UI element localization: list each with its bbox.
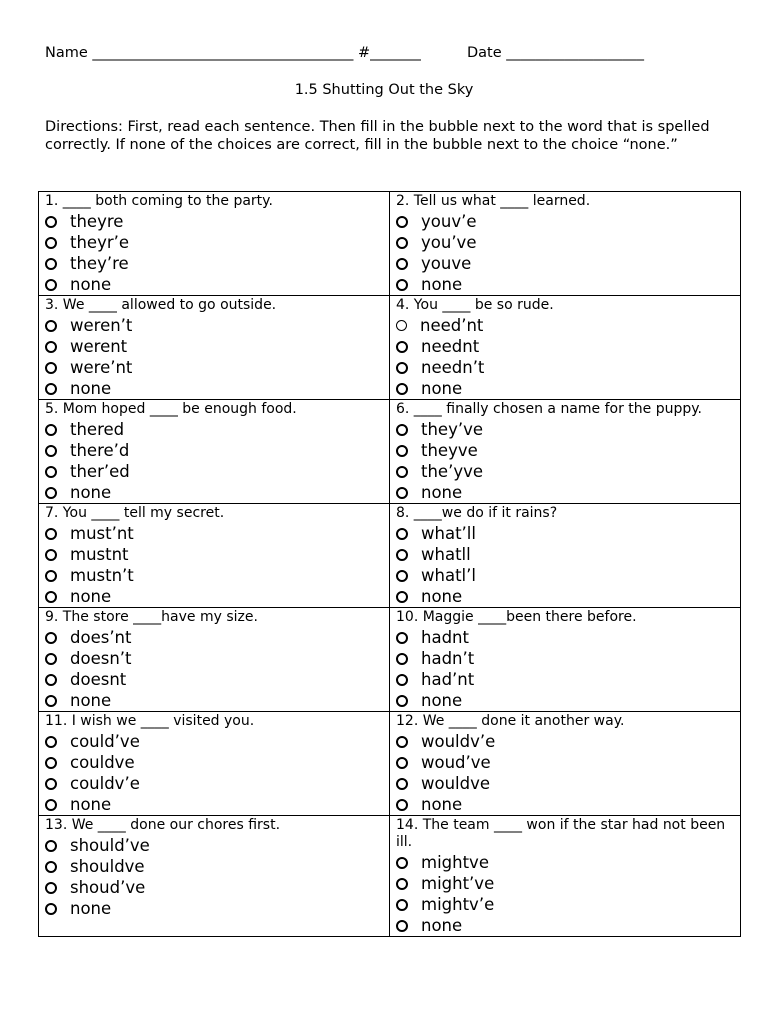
bubble-icon[interactable] bbox=[45, 757, 57, 769]
bubble-icon[interactable] bbox=[396, 695, 408, 707]
option-label: might’ve bbox=[421, 874, 495, 893]
option-label: none bbox=[70, 275, 112, 294]
answer-option[interactable] bbox=[45, 357, 389, 378]
answer-option[interactable] bbox=[396, 253, 740, 274]
bubble-icon[interactable] bbox=[396, 757, 408, 769]
quiz-row bbox=[39, 712, 741, 816]
bubble-icon[interactable] bbox=[45, 279, 57, 291]
question-cell-1 bbox=[39, 192, 390, 296]
answer-option[interactable] bbox=[396, 336, 740, 357]
quiz-row bbox=[39, 192, 741, 296]
bubble-icon[interactable] bbox=[396, 878, 408, 890]
question-prompt: 6. ____ finally chosen a name for the puppy. bbox=[396, 401, 702, 417]
option-label: shouldve bbox=[70, 857, 145, 876]
answer-option[interactable] bbox=[45, 274, 389, 295]
bubble-icon[interactable] bbox=[396, 899, 408, 911]
bubble-icon[interactable] bbox=[45, 903, 57, 915]
question-prompt: 7. You ____ tell my secret. bbox=[45, 505, 225, 521]
question-cell-7 bbox=[39, 504, 390, 608]
answer-option[interactable] bbox=[396, 232, 740, 253]
bubble-icon[interactable] bbox=[396, 216, 408, 228]
bubble-icon[interactable] bbox=[396, 362, 408, 374]
option-label: need’nt bbox=[420, 316, 484, 335]
bubble-icon[interactable] bbox=[396, 445, 408, 457]
quiz-row bbox=[39, 816, 741, 937]
option-label: none bbox=[70, 899, 112, 918]
bubble-icon[interactable] bbox=[396, 632, 408, 644]
option-label: couldve bbox=[70, 753, 135, 772]
bubble-icon[interactable] bbox=[45, 695, 57, 707]
bubble-icon[interactable] bbox=[45, 861, 57, 873]
option-label: mightv’e bbox=[421, 895, 495, 914]
answer-option[interactable] bbox=[396, 461, 740, 482]
answer-option[interactable] bbox=[45, 565, 389, 586]
option-label: none bbox=[421, 916, 463, 935]
question-cell-9 bbox=[39, 608, 390, 712]
bubble-icon[interactable] bbox=[396, 591, 408, 603]
bubble-icon[interactable] bbox=[396, 424, 408, 436]
answer-option[interactable] bbox=[45, 378, 389, 399]
bubble-icon[interactable] bbox=[396, 383, 408, 395]
answer-option[interactable] bbox=[396, 315, 740, 336]
option-label: could’ve bbox=[70, 732, 140, 751]
bubble-icon[interactable] bbox=[396, 258, 408, 270]
answer-option[interactable] bbox=[45, 835, 389, 856]
answer-option[interactable] bbox=[396, 544, 740, 565]
option-label: doesn’t bbox=[70, 649, 132, 668]
answer-option[interactable] bbox=[45, 856, 389, 877]
bubble-icon[interactable] bbox=[396, 570, 408, 582]
bubble-icon[interactable] bbox=[396, 549, 408, 561]
option-label: youve bbox=[421, 254, 472, 273]
answer-option[interactable] bbox=[396, 211, 740, 232]
bubble-icon[interactable] bbox=[396, 674, 408, 686]
option-label: none bbox=[70, 379, 112, 398]
option-label: none bbox=[70, 691, 112, 710]
option-label: none bbox=[70, 587, 112, 606]
option-label: they’re bbox=[70, 254, 129, 273]
option-label: needn’t bbox=[421, 358, 485, 377]
answer-option[interactable] bbox=[396, 357, 740, 378]
option-label: theyve bbox=[421, 441, 478, 460]
answer-option[interactable] bbox=[396, 873, 740, 894]
option-label: none bbox=[421, 691, 463, 710]
question-cell-8 bbox=[390, 504, 741, 608]
answer-option[interactable] bbox=[396, 419, 740, 440]
answer-option[interactable] bbox=[45, 315, 389, 336]
option-label: ther’ed bbox=[70, 462, 130, 481]
bubble-icon[interactable] bbox=[396, 736, 408, 748]
answer-option[interactable] bbox=[396, 794, 740, 815]
answer-option[interactable] bbox=[396, 378, 740, 399]
name-number-date-line: Name ____________________________________ #_______ Date ___________________ bbox=[45, 45, 645, 61]
answer-option[interactable] bbox=[45, 898, 389, 919]
quiz-row bbox=[39, 400, 741, 504]
quiz-row bbox=[39, 504, 741, 608]
option-label: none bbox=[421, 275, 463, 294]
bubble-icon[interactable] bbox=[396, 487, 408, 499]
option-label: woud’ve bbox=[421, 753, 491, 772]
option-label: hadn’t bbox=[421, 649, 475, 668]
answer-option[interactable] bbox=[45, 586, 389, 607]
question-cell-5 bbox=[39, 400, 390, 504]
bubble-icon[interactable] bbox=[45, 466, 57, 478]
page-title: 1.5 Shutting Out the Sky bbox=[294, 82, 474, 98]
option-label: wouldv’e bbox=[421, 732, 496, 751]
option-label: mightve bbox=[421, 853, 489, 872]
answer-option[interactable] bbox=[45, 440, 389, 461]
option-label: doesnt bbox=[70, 670, 127, 689]
answer-option[interactable] bbox=[396, 669, 740, 690]
answer-option[interactable] bbox=[45, 731, 389, 752]
option-label: there’d bbox=[70, 441, 130, 460]
bubble-icon[interactable] bbox=[396, 237, 408, 249]
answer-option[interactable] bbox=[396, 274, 740, 295]
option-label: youv’e bbox=[421, 212, 477, 231]
bubble-icon[interactable] bbox=[45, 632, 57, 644]
answer-option[interactable] bbox=[45, 232, 389, 253]
answer-option[interactable] bbox=[45, 690, 389, 711]
option-label: shoud’ve bbox=[70, 878, 146, 897]
answer-option[interactable] bbox=[396, 482, 740, 503]
bubble-icon[interactable] bbox=[396, 778, 408, 790]
option-label: none bbox=[421, 483, 463, 502]
answer-option[interactable] bbox=[45, 211, 389, 232]
answer-option[interactable] bbox=[396, 852, 740, 873]
option-label: none bbox=[421, 587, 463, 606]
question-prompt: 10. Maggie ____been there before. bbox=[396, 609, 637, 625]
bubble-icon[interactable] bbox=[396, 799, 408, 811]
bubble-icon[interactable] bbox=[45, 383, 57, 395]
option-label: theyre bbox=[70, 212, 124, 231]
question-cell-12 bbox=[390, 712, 741, 816]
answer-option[interactable] bbox=[396, 731, 740, 752]
bubble-icon[interactable] bbox=[396, 857, 408, 869]
answer-option[interactable] bbox=[396, 440, 740, 461]
question-cell-4 bbox=[390, 296, 741, 400]
answer-option[interactable] bbox=[396, 565, 740, 586]
option-label: weren’t bbox=[70, 316, 133, 335]
answer-option[interactable] bbox=[45, 461, 389, 482]
question-cell-11 bbox=[39, 712, 390, 816]
bubble-icon[interactable] bbox=[396, 341, 408, 353]
answer-option[interactable] bbox=[45, 794, 389, 815]
bubble-icon[interactable] bbox=[45, 528, 57, 540]
option-label: thered bbox=[70, 420, 125, 439]
option-label: you’ve bbox=[421, 233, 477, 252]
option-label: werent bbox=[70, 337, 128, 356]
directions: Directions: First, read each sentence. Then fill in the bubble next to the word that is spelled correctly. If none of the choices are correct, fill in the bubble next to the choice “none.” bbox=[45, 119, 710, 153]
answer-option[interactable] bbox=[45, 627, 389, 648]
bubble-icon[interactable] bbox=[396, 320, 407, 331]
question-cell-3 bbox=[39, 296, 390, 400]
option-label: theyr’e bbox=[70, 233, 130, 252]
bubble-icon[interactable] bbox=[45, 674, 57, 686]
option-label: none bbox=[70, 483, 112, 502]
answer-option[interactable] bbox=[45, 253, 389, 274]
question-cell-13 bbox=[39, 816, 390, 937]
question-prompt: 14. The team ____ won if the star had not been ill. bbox=[396, 817, 726, 850]
answer-option[interactable] bbox=[45, 544, 389, 565]
bubble-icon[interactable] bbox=[45, 799, 57, 811]
bubble-icon[interactable] bbox=[45, 216, 57, 228]
option-label: mustnt bbox=[70, 545, 129, 564]
quiz-row bbox=[39, 296, 741, 400]
question-cell-6 bbox=[390, 400, 741, 504]
option-label: none bbox=[421, 379, 463, 398]
bubble-icon[interactable] bbox=[45, 237, 57, 249]
bubble-icon[interactable] bbox=[45, 320, 57, 332]
question-prompt: 3. We ____ allowed to go outside. bbox=[45, 297, 277, 313]
answer-option[interactable] bbox=[396, 523, 740, 544]
option-label: none bbox=[421, 795, 463, 814]
option-label: none bbox=[70, 795, 112, 814]
option-label: mustn’t bbox=[70, 566, 134, 585]
option-label: the’yve bbox=[421, 462, 484, 481]
option-label: were’nt bbox=[70, 358, 133, 377]
question-prompt: 13. We ____ done our chores first. bbox=[45, 817, 281, 833]
answer-option[interactable] bbox=[45, 523, 389, 544]
question-prompt: 9. The store ____have my size. bbox=[45, 609, 258, 625]
question-cell-2 bbox=[390, 192, 741, 296]
option-label: should’ve bbox=[70, 836, 150, 855]
answer-option[interactable] bbox=[45, 773, 389, 794]
bubble-icon[interactable] bbox=[45, 487, 57, 499]
option-label: does’nt bbox=[70, 628, 132, 647]
option-label: whatl’l bbox=[421, 566, 476, 585]
option-label: neednt bbox=[421, 337, 480, 356]
option-label: wouldve bbox=[421, 774, 491, 793]
bubble-icon[interactable] bbox=[45, 778, 57, 790]
question-cell-14 bbox=[390, 816, 741, 937]
quiz-table bbox=[38, 191, 741, 937]
question-cell-10 bbox=[390, 608, 741, 712]
option-label: hadnt bbox=[421, 628, 469, 647]
bubble-icon[interactable] bbox=[45, 549, 57, 561]
option-label: what’ll bbox=[421, 524, 476, 543]
bubble-icon[interactable] bbox=[396, 528, 408, 540]
answer-option[interactable] bbox=[396, 690, 740, 711]
option-label: had’nt bbox=[421, 670, 475, 689]
bubble-icon[interactable] bbox=[45, 840, 57, 852]
bubble-icon[interactable] bbox=[396, 920, 408, 932]
bubble-icon[interactable] bbox=[45, 445, 57, 457]
answer-option[interactable] bbox=[396, 586, 740, 607]
question-prompt: 2. Tell us what ____ learned. bbox=[396, 193, 591, 209]
bubble-icon[interactable] bbox=[45, 362, 57, 374]
question-prompt: 5. Mom hoped ____ be enough food. bbox=[45, 401, 297, 417]
option-label: must’nt bbox=[70, 524, 134, 543]
answer-option[interactable] bbox=[45, 336, 389, 357]
bubble-icon[interactable] bbox=[45, 341, 57, 353]
bubble-icon[interactable] bbox=[45, 736, 57, 748]
bubble-icon[interactable] bbox=[45, 653, 57, 665]
answer-option[interactable] bbox=[45, 669, 389, 690]
question-prompt: 12. We ____ done it another way. bbox=[396, 713, 625, 729]
bubble-icon[interactable] bbox=[396, 279, 408, 291]
bubble-icon[interactable] bbox=[396, 653, 408, 665]
answer-option[interactable] bbox=[396, 915, 740, 936]
answer-option[interactable] bbox=[45, 877, 389, 898]
bubble-icon[interactable] bbox=[45, 570, 57, 582]
answer-option[interactable] bbox=[45, 482, 389, 503]
question-prompt: 8. ____we do if it rains? bbox=[396, 505, 558, 521]
bubble-icon[interactable] bbox=[45, 591, 57, 603]
option-label: couldv’e bbox=[70, 774, 140, 793]
bubble-icon[interactable] bbox=[396, 466, 408, 478]
answer-option[interactable] bbox=[45, 752, 389, 773]
bubble-icon[interactable] bbox=[45, 258, 57, 270]
answer-option[interactable] bbox=[396, 648, 740, 669]
bubble-icon[interactable] bbox=[45, 882, 57, 894]
answer-option[interactable] bbox=[45, 419, 389, 440]
question-prompt: 4. You ____ be so rude. bbox=[396, 297, 554, 313]
answer-option[interactable] bbox=[396, 752, 740, 773]
answer-option[interactable] bbox=[45, 648, 389, 669]
option-label: whatll bbox=[421, 545, 471, 564]
quiz-row bbox=[39, 608, 741, 712]
answer-option[interactable] bbox=[396, 773, 740, 794]
question-prompt: 1. ____ both coming to the party. bbox=[45, 193, 273, 209]
answer-option[interactable] bbox=[396, 627, 740, 648]
bubble-icon[interactable] bbox=[45, 424, 57, 436]
question-prompt: 11. I wish we ____ visited you. bbox=[45, 713, 255, 729]
answer-option[interactable] bbox=[396, 894, 740, 915]
option-label: they’ve bbox=[421, 420, 484, 439]
